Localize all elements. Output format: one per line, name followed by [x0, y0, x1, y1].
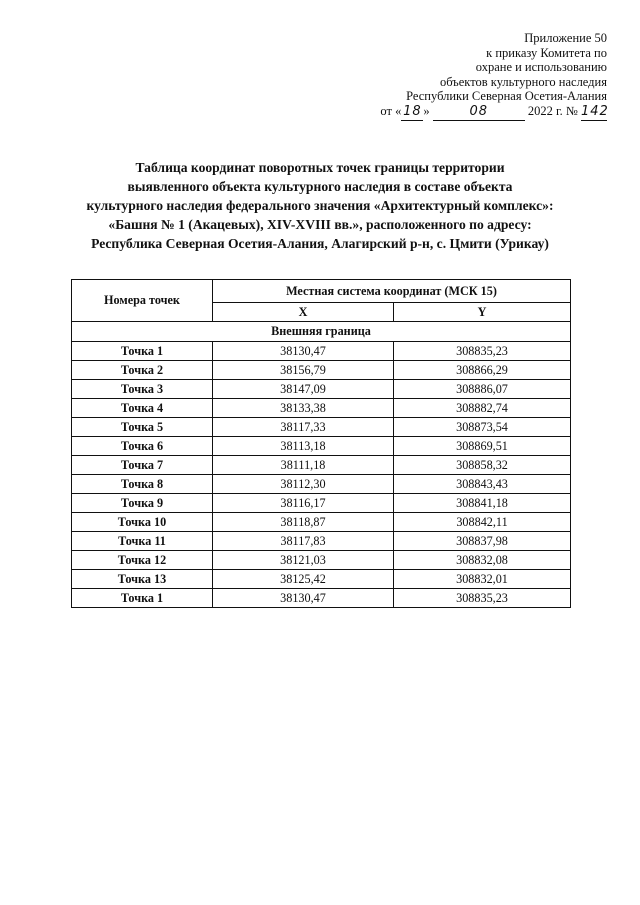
x-coordinate-cell: 38112,30 — [213, 475, 394, 494]
y-coordinate-cell: 308835,23 — [394, 589, 571, 608]
y-coordinate-cell: 308832,08 — [394, 551, 571, 570]
y-coordinate-cell: 308837,98 — [394, 532, 571, 551]
table-row — [72, 342, 571, 361]
table-row — [72, 399, 571, 418]
order-day-handwritten: 18 — [403, 103, 422, 119]
point-name-cell: Точка 1 — [72, 342, 213, 361]
x-coordinate-cell: 38117,83 — [213, 532, 394, 551]
appendix-line: Республики Северная Осетия-Алания — [406, 89, 607, 104]
x-coordinate-cell: 38116,17 — [213, 494, 394, 513]
order-month-handwritten: 08 — [433, 105, 525, 121]
document-title — [40, 158, 600, 253]
point-name-cell: Точка 1 — [72, 589, 213, 608]
header-coordinate-system: Местная система координат (МСК 15) — [213, 280, 571, 303]
point-name-cell: Точка 12 — [72, 551, 213, 570]
point-name-cell: Точка 3 — [72, 380, 213, 399]
table-row — [72, 437, 571, 456]
appendix-header — [307, 31, 607, 121]
table-row — [72, 570, 571, 589]
x-coordinate-cell: 38125,42 — [213, 570, 394, 589]
point-name-cell: Точка 10 — [72, 513, 213, 532]
y-coordinate-cell: 308882,74 — [394, 399, 571, 418]
x-coordinate-cell: 38118,87 — [213, 513, 394, 532]
x-coordinate-cell: 38130,47 — [213, 589, 394, 608]
title-line: «Башня № 1 (Акацевых), XIV-XVIII вв.», расположенного по адресу: — [108, 217, 532, 232]
order-number-handwritten: 142 — [581, 103, 609, 119]
table-row — [72, 513, 571, 532]
point-name-cell: Точка 9 — [72, 494, 213, 513]
point-name-cell: Точка 13 — [72, 570, 213, 589]
x-coordinate-cell: 38156,79 — [213, 361, 394, 380]
coordinates-table — [71, 279, 571, 608]
y-coordinate-cell: 308869,51 — [394, 437, 571, 456]
x-coordinate-cell: 38113,18 — [213, 437, 394, 456]
x-coordinate-cell: 38130,47 — [213, 342, 394, 361]
x-coordinate-cell: 38117,33 — [213, 418, 394, 437]
header-point-numbers: Номера точек — [72, 280, 213, 322]
appendix-line: охране и использованию — [475, 60, 607, 75]
section-outer-boundary: Внешняя граница — [72, 322, 571, 342]
title-line: культурного наследия федерального значения «Архитектурный комплекс»: — [86, 198, 554, 213]
y-coordinate-cell: 308841,18 — [394, 494, 571, 513]
y-coordinate-cell: 308842,11 — [394, 513, 571, 532]
y-coordinate-cell: 308835,23 — [394, 342, 571, 361]
table-row — [72, 475, 571, 494]
title-line: выявленного объекта культурного наследия в составе объекта — [127, 179, 513, 194]
point-name-cell: Точка 6 — [72, 437, 213, 456]
order-day-close: » — [423, 103, 430, 118]
x-coordinate-cell: 38121,03 — [213, 551, 394, 570]
appendix-line: Приложение 50 — [524, 31, 607, 45]
point-name-cell: Точка 5 — [72, 418, 213, 437]
header-x: X — [213, 303, 394, 322]
x-coordinate-cell: 38147,09 — [213, 380, 394, 399]
order-from-label: от « — [380, 103, 402, 118]
appendix-line: к приказу Комитета по — [486, 45, 607, 60]
y-coordinate-cell: 308832,01 — [394, 570, 571, 589]
point-name-cell: Точка 4 — [72, 399, 213, 418]
table-row — [72, 456, 571, 475]
order-date-line — [307, 104, 607, 121]
table-row — [72, 551, 571, 570]
x-coordinate-cell: 38133,38 — [213, 399, 394, 418]
order-year-label: 2022 г. № — [527, 103, 578, 118]
table-row — [72, 380, 571, 399]
header-y: Y — [394, 303, 571, 322]
appendix-line: объектов культурного наследия — [440, 74, 607, 89]
point-name-cell: Точка 7 — [72, 456, 213, 475]
y-coordinate-cell: 308873,54 — [394, 418, 571, 437]
point-name-cell: Точка 2 — [72, 361, 213, 380]
y-coordinate-cell: 308843,43 — [394, 475, 571, 494]
title-line: Республика Северная Осетия-Алания, Алагирский р-н, с. Цмити (Урикау) — [91, 236, 549, 251]
title-line: Таблица координат поворотных точек границы территории — [135, 160, 505, 175]
table-row — [72, 418, 571, 437]
point-name-cell: Точка 11 — [72, 532, 213, 551]
table-row — [72, 589, 571, 608]
point-name-cell: Точка 8 — [72, 475, 213, 494]
table-row — [72, 361, 571, 380]
y-coordinate-cell: 308858,32 — [394, 456, 571, 475]
y-coordinate-cell: 308886,07 — [394, 380, 571, 399]
table-row — [72, 532, 571, 551]
table-row — [72, 494, 571, 513]
x-coordinate-cell: 38111,18 — [213, 456, 394, 475]
y-coordinate-cell: 308866,29 — [394, 361, 571, 380]
